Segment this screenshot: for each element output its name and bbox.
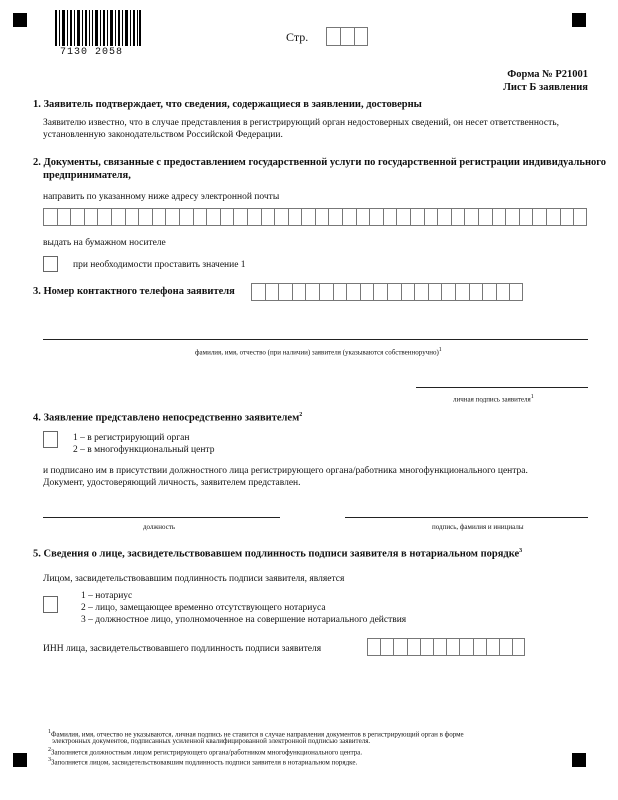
- input-cell[interactable]: [380, 638, 393, 656]
- input-cell[interactable]: [437, 208, 451, 226]
- input-cell[interactable]: [383, 208, 397, 226]
- section5-intro: Лицом, засвидетельствовавшим подлинность подписи заявителя, является: [43, 574, 345, 584]
- input-cell[interactable]: [459, 638, 472, 656]
- input-cell[interactable]: [251, 283, 265, 301]
- input-cell[interactable]: [319, 283, 333, 301]
- input-cell[interactable]: [420, 638, 433, 656]
- signature-line[interactable]: [416, 387, 588, 388]
- corner-marker-top-left: [13, 13, 27, 27]
- input-cell[interactable]: [414, 283, 428, 301]
- input-cell[interactable]: [57, 208, 71, 226]
- input-cell[interactable]: [469, 283, 483, 301]
- section5-checkbox[interactable]: [43, 596, 58, 613]
- section4-text-line2: Документ, удостоверяющий личность, заявителем представлен.: [43, 478, 301, 488]
- section4-text-line1: и подписано им в присутствии должностного лица регистрирующего органа/работника многофункционального центра.: [43, 466, 528, 476]
- input-cell[interactable]: [455, 283, 469, 301]
- form-number: Форма № Р21001: [507, 69, 588, 80]
- section4-option2: 2 – в многофункциональный центр: [73, 445, 215, 455]
- input-cell[interactable]: [206, 208, 220, 226]
- input-cell[interactable]: [492, 208, 506, 226]
- input-cell[interactable]: [573, 208, 587, 226]
- paper-hint: при необходимости проставить значение 1: [73, 260, 246, 270]
- section4-option1: 1 – в регистрирующий орган: [73, 433, 190, 443]
- input-cell[interactable]: [305, 283, 319, 301]
- paper-checkbox[interactable]: [43, 256, 58, 272]
- fio-caption: фамилия, имя, отчество (при наличии) заявителя (указываются собственноручно)$^1$: [195, 347, 442, 357]
- input-cell[interactable]: [532, 208, 546, 226]
- input-cell[interactable]: [278, 283, 292, 301]
- footnote-2: $^2$Заполняется должностным лицом регистрирующего органа/работником многофункционального центра.: [48, 747, 363, 757]
- input-cell[interactable]: [373, 283, 387, 301]
- input-cell[interactable]: [288, 208, 302, 226]
- input-cell[interactable]: [433, 638, 446, 656]
- input-cell[interactable]: [546, 208, 560, 226]
- input-cell[interactable]: [505, 208, 519, 226]
- official-signature-line[interactable]: [345, 517, 588, 518]
- corner-marker-top-right: [572, 13, 586, 27]
- input-cell[interactable]: [478, 208, 492, 226]
- input-cell[interactable]: [396, 208, 410, 226]
- input-cell[interactable]: [486, 638, 499, 656]
- page-label: Стр.: [286, 30, 309, 44]
- input-cell[interactable]: [369, 208, 383, 226]
- input-cell[interactable]: [512, 638, 525, 656]
- form-title: [503, 68, 588, 94]
- section2-title-line1: 2. Документы, связанные с предоставлением государственной услуги по государственной регистрации индивидуального: [33, 157, 607, 168]
- input-cell[interactable]: [519, 208, 533, 226]
- input-cell[interactable]: [446, 638, 459, 656]
- input-cell[interactable]: [496, 283, 510, 301]
- input-cell[interactable]: [220, 208, 234, 226]
- input-cell[interactable]: [233, 208, 247, 226]
- page-number-cells[interactable]: [326, 27, 368, 46]
- footnote-1: $^1$Фамилия, имя, отчество не указываются, личная подпись не ставится в случае направления документов в регистрирующий орган в форме: [48, 729, 464, 739]
- barcode: [55, 10, 141, 46]
- input-cell[interactable]: [428, 283, 442, 301]
- input-cell[interactable]: [441, 283, 455, 301]
- input-cell[interactable]: [560, 208, 574, 226]
- phone-cells[interactable]: [251, 283, 523, 301]
- section5-title: 5. Сведения о лице, засвидетельствовавшем подлинность подписи заявителя в нотариальном порядке$^3$: [33, 548, 523, 560]
- signature-caption: личная подпись заявителя$^1$: [453, 394, 534, 404]
- email-label: направить по указанному ниже адресу электронной почты: [43, 192, 280, 202]
- section2-title-line2: предпринимателя,: [43, 170, 131, 181]
- input-cell[interactable]: [274, 208, 288, 226]
- paper-label: выдать на бумажном носителе: [43, 238, 166, 248]
- input-cell[interactable]: [464, 208, 478, 226]
- section3-title: 3. Номер контактного телефона заявителя: [33, 286, 235, 297]
- input-cell[interactable]: [482, 283, 496, 301]
- inn-cells[interactable]: [367, 638, 525, 656]
- input-cell[interactable]: [84, 208, 98, 226]
- input-cell[interactable]: [346, 283, 360, 301]
- input-cell[interactable]: [473, 638, 486, 656]
- input-cell[interactable]: [451, 208, 465, 226]
- corner-marker-bottom-right: [572, 753, 586, 767]
- input-cell[interactable]: [509, 283, 523, 301]
- input-cell[interactable]: [410, 208, 424, 226]
- input-cell[interactable]: [111, 208, 125, 226]
- input-cell[interactable]: [70, 208, 84, 226]
- input-cell[interactable]: [125, 208, 139, 226]
- input-cell[interactable]: [499, 638, 512, 656]
- section1-text-line2: установленную законодательством Российской Федерации.: [43, 130, 283, 140]
- section1-text-line1: Заявителю известно, что в случае представления в регистрирующий орган недостоверных сведений, он несет ответственность,: [43, 118, 559, 128]
- input-cell[interactable]: [360, 283, 374, 301]
- input-cell[interactable]: [265, 283, 279, 301]
- section5-option2: 2 – лицо, замещающее временно отсутствующего нотариуса: [81, 603, 326, 613]
- official-signature-caption: подпись, фамилия и инициалы: [432, 523, 524, 531]
- input-cell[interactable]: [407, 638, 420, 656]
- input-cell[interactable]: [301, 208, 315, 226]
- input-cell[interactable]: [292, 283, 306, 301]
- input-cell[interactable]: [43, 208, 57, 226]
- input-cell[interactable]: [247, 208, 261, 226]
- input-cell[interactable]: [387, 283, 401, 301]
- section1-title: 1. Заявитель подтверждает, что сведения, содержащиеся в заявлении, достоверны: [33, 99, 422, 110]
- fio-line[interactable]: [43, 339, 588, 340]
- input-cell[interactable]: [315, 208, 329, 226]
- input-cell[interactable]: [97, 208, 111, 226]
- input-cell[interactable]: [179, 208, 193, 226]
- footnote-1-line2: электронных документов, подписанных усиленной квалифицированной электронной подписью заявителя.: [52, 737, 371, 745]
- section4-checkbox[interactable]: [43, 431, 58, 448]
- footnote-3: $^3$Заполняется лицом, засвидетельствовавшим подлинность подписи заявителя в нотариальном порядке.: [48, 757, 358, 767]
- input-cell[interactable]: [356, 208, 370, 226]
- input-cell[interactable]: [165, 208, 179, 226]
- input-cell[interactable]: [152, 208, 166, 226]
- input-cell[interactable]: [393, 638, 406, 656]
- input-cell[interactable]: [261, 208, 275, 226]
- position-caption: должность: [143, 523, 176, 531]
- section5-option1: 1 – нотариус: [81, 591, 133, 601]
- input-cell[interactable]: [401, 283, 415, 301]
- sheet-title: Лист Б заявления: [503, 82, 588, 93]
- input-cell[interactable]: [342, 208, 356, 226]
- barcode-number: 7130 2058: [60, 47, 124, 58]
- input-cell[interactable]: [424, 208, 438, 226]
- email-cells[interactable]: [43, 208, 587, 226]
- input-cell[interactable]: [138, 208, 152, 226]
- input-cell[interactable]: [193, 208, 207, 226]
- position-line[interactable]: [43, 517, 280, 518]
- inn-label: ИНН лица, засвидетельствовавшего подлинность подписи заявителя: [43, 644, 322, 654]
- input-cell[interactable]: [333, 283, 347, 301]
- section4-title: 4. Заявление представлено непосредственно заявителем$^2$: [33, 412, 303, 424]
- section5-option3: 3 – должностное лицо, уполномоченное на совершение нотариального действия: [81, 615, 407, 625]
- input-cell[interactable]: [328, 208, 342, 226]
- corner-marker-bottom-left: [13, 753, 27, 767]
- input-cell[interactable]: [367, 638, 380, 656]
